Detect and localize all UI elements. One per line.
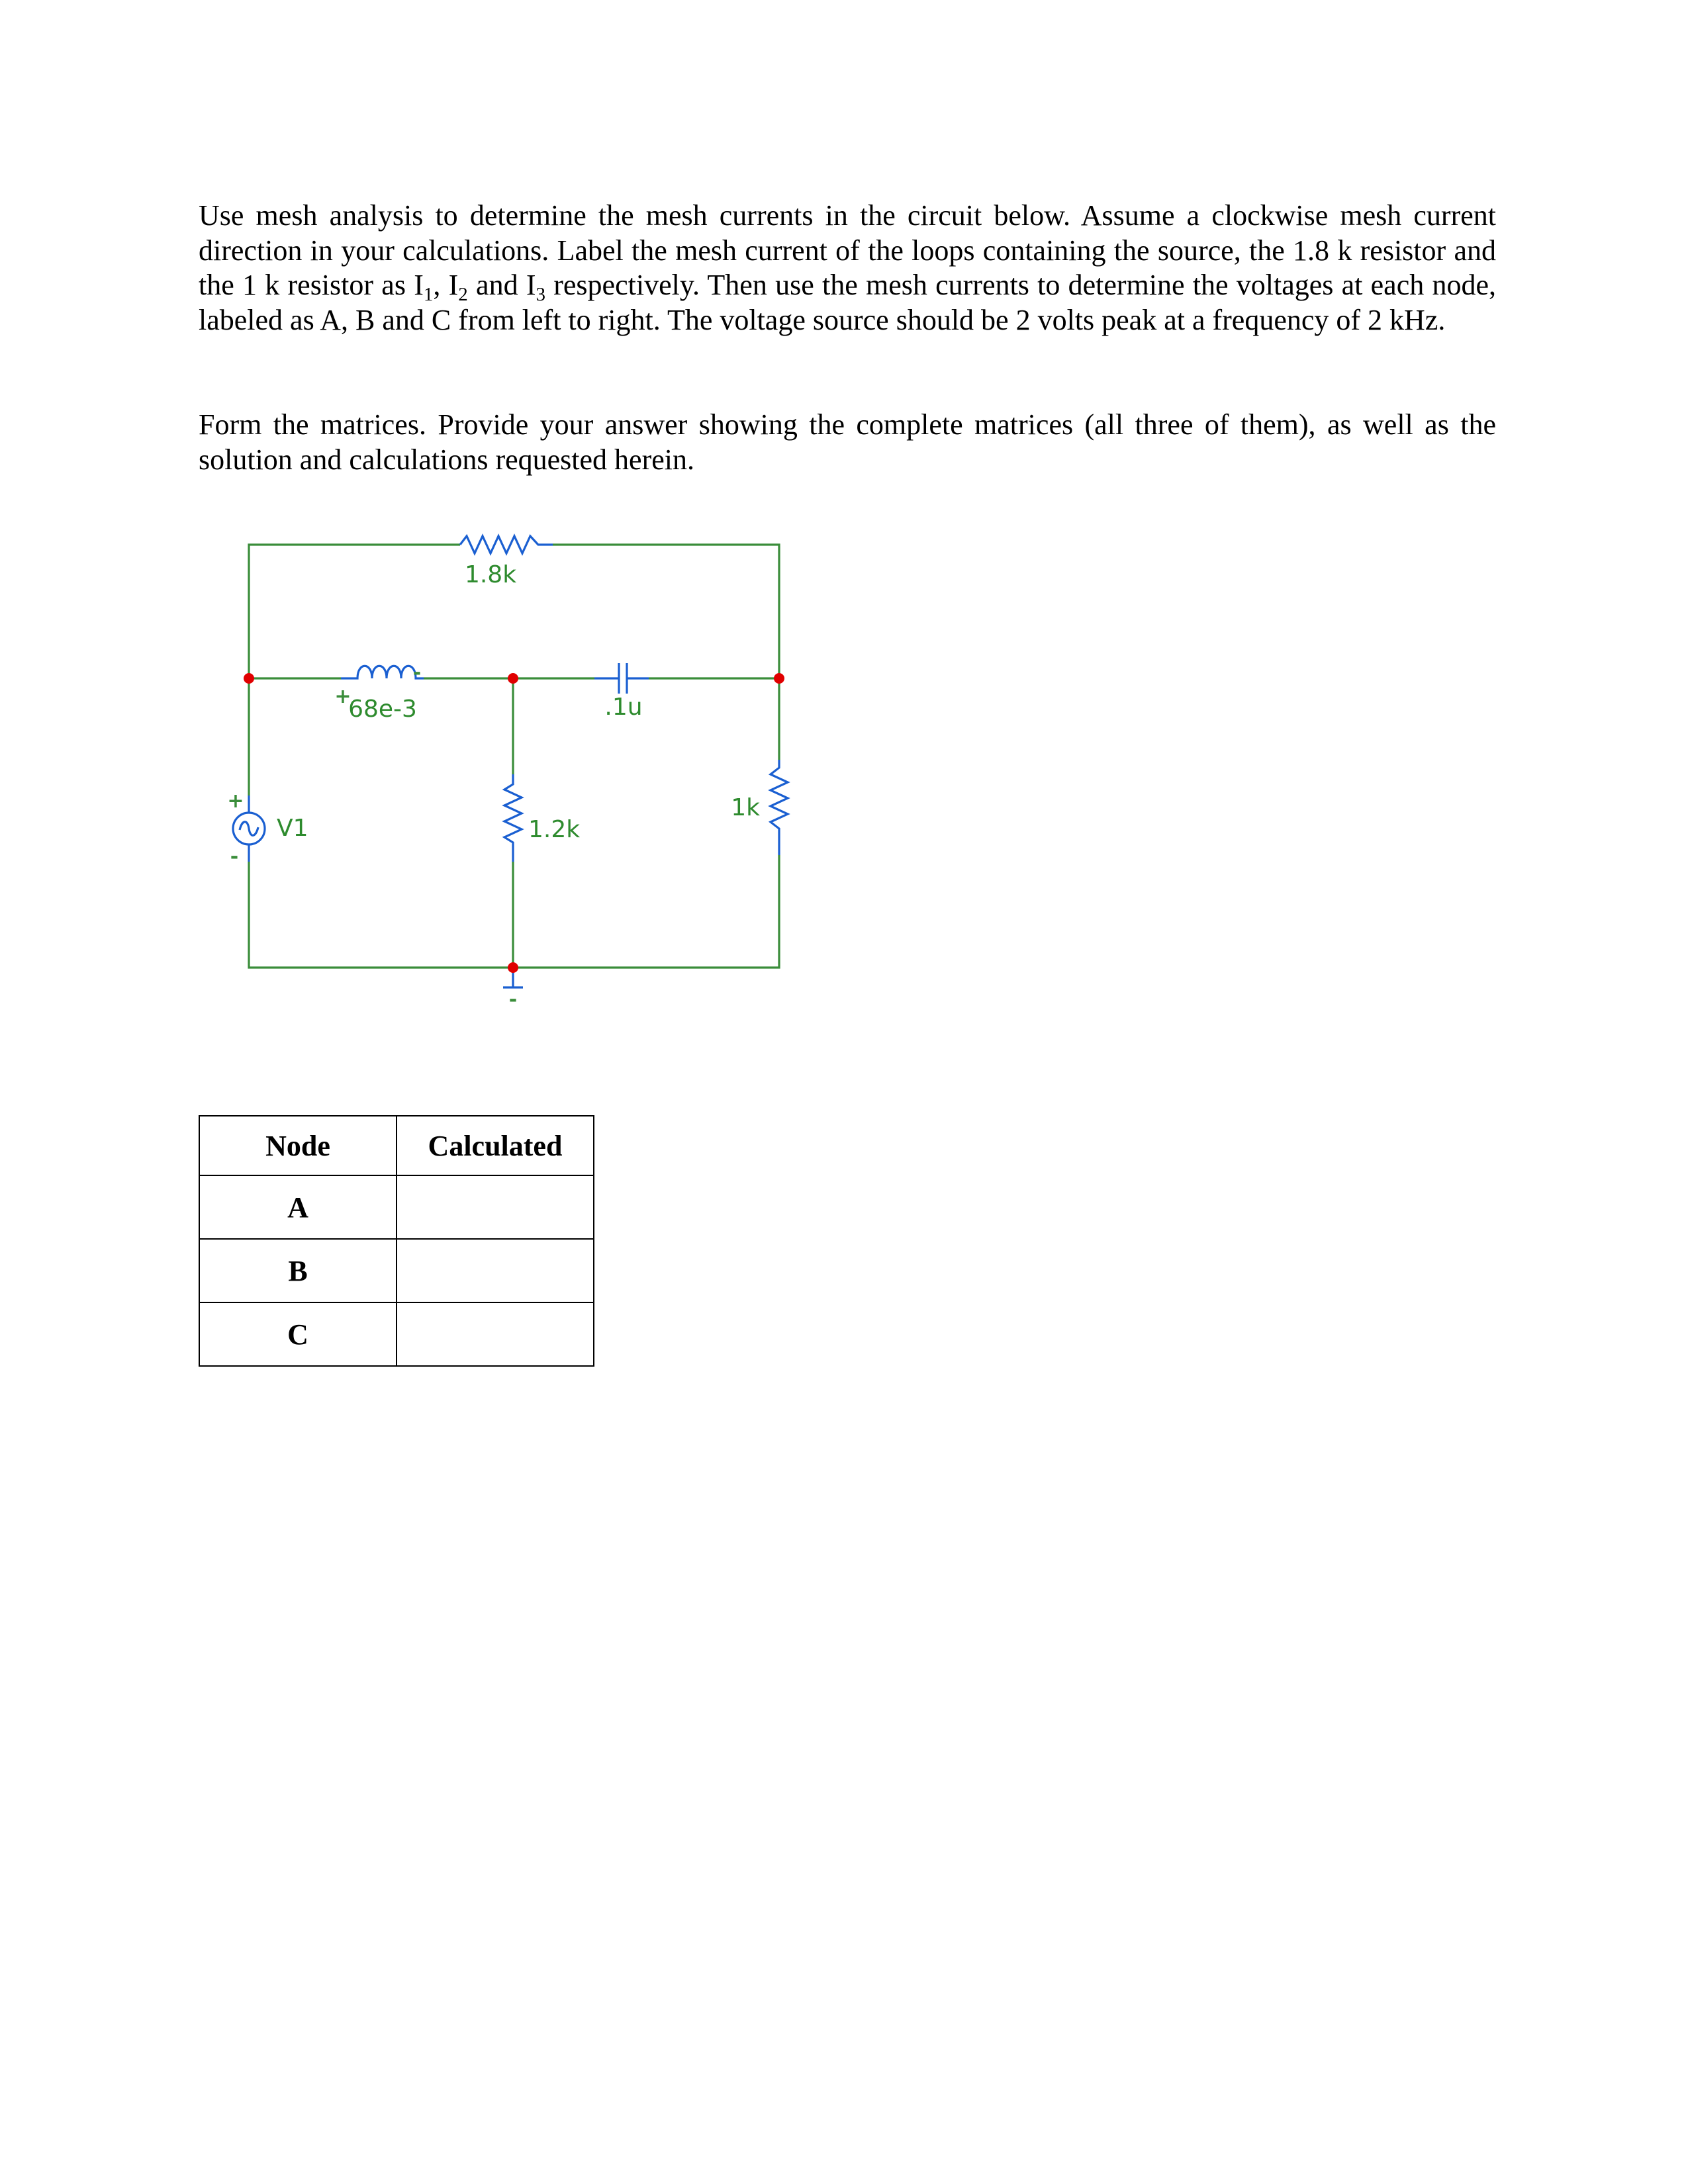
calculated-cell[interactable]: [397, 1175, 594, 1239]
resistor-1k: [771, 760, 788, 855]
p1-text-b: , I: [433, 269, 459, 301]
subscript-2: 2: [458, 284, 468, 305]
table-row: [199, 1302, 594, 1366]
header-node: Node: [199, 1116, 397, 1175]
node-cell: C: [199, 1302, 397, 1366]
wire-bottom-right: [513, 855, 779, 968]
source-plus: +: [227, 790, 244, 813]
table-row: [199, 1239, 594, 1302]
wire-bottom-left: [249, 862, 513, 968]
node-b: [508, 673, 518, 684]
instructions-paragraph-2: Form the matrices. Provide your answer showing the complete matrices (all three of them), as well as the solution and calculations requested herein.: [199, 408, 1496, 476]
subscript-3: 3: [536, 284, 545, 305]
inductor-plus: +: [334, 685, 352, 708]
instructions-paragraph-1: [199, 199, 1496, 338]
resistor-1-2k: [504, 774, 522, 862]
ground-minus: -: [508, 988, 518, 1011]
table-row: [199, 1175, 594, 1239]
node-ground: [508, 962, 518, 973]
label-1-2k: 1.2k: [528, 816, 581, 843]
inductor-minus: -: [412, 661, 422, 684]
wire-top-right: [553, 545, 779, 678]
sine-symbol: [240, 822, 258, 836]
node-c: [774, 673, 784, 684]
calculated-cell[interactable]: [397, 1302, 594, 1366]
label-v1: V1: [277, 815, 308, 842]
resistor-1-8k: [460, 536, 553, 553]
label-1k: 1k: [731, 794, 760, 821]
p1-text-c: and I: [467, 269, 536, 301]
node-cell: A: [199, 1175, 397, 1239]
subscript-1: 1: [423, 284, 434, 305]
p1-text-a: Use mesh analysis to determine the mesh currents in the circuit below. Assume a clockwise mesh current direction in your calculations. Label the mesh current of the loops containing the source, the 1.8 k resistor and the 1 k resistor as I: [199, 199, 1496, 301]
inductor: [341, 666, 424, 678]
node-voltage-table: [199, 1115, 594, 1367]
label-capacitor: .1u: [604, 694, 643, 721]
p1-text-d: respectively. Then use the mesh currents to determine the voltages at each node, labeled as A, B and C from left to right. The voltage source should be 2 volts peak at a frequency of 2 kHz.: [199, 269, 1497, 336]
source-minus: -: [230, 845, 239, 868]
calculated-cell[interactable]: [397, 1239, 594, 1302]
header-calculated: Calculated: [397, 1116, 594, 1175]
circuit-diagram: [199, 516, 834, 1032]
label-68e-3: 68e-3: [348, 696, 417, 723]
node-cell: B: [199, 1239, 397, 1302]
node-a: [244, 673, 254, 684]
table-header-row: [199, 1116, 594, 1175]
wire-top-left: [249, 545, 460, 678]
label-1-8k: 1.8k: [464, 561, 517, 588]
